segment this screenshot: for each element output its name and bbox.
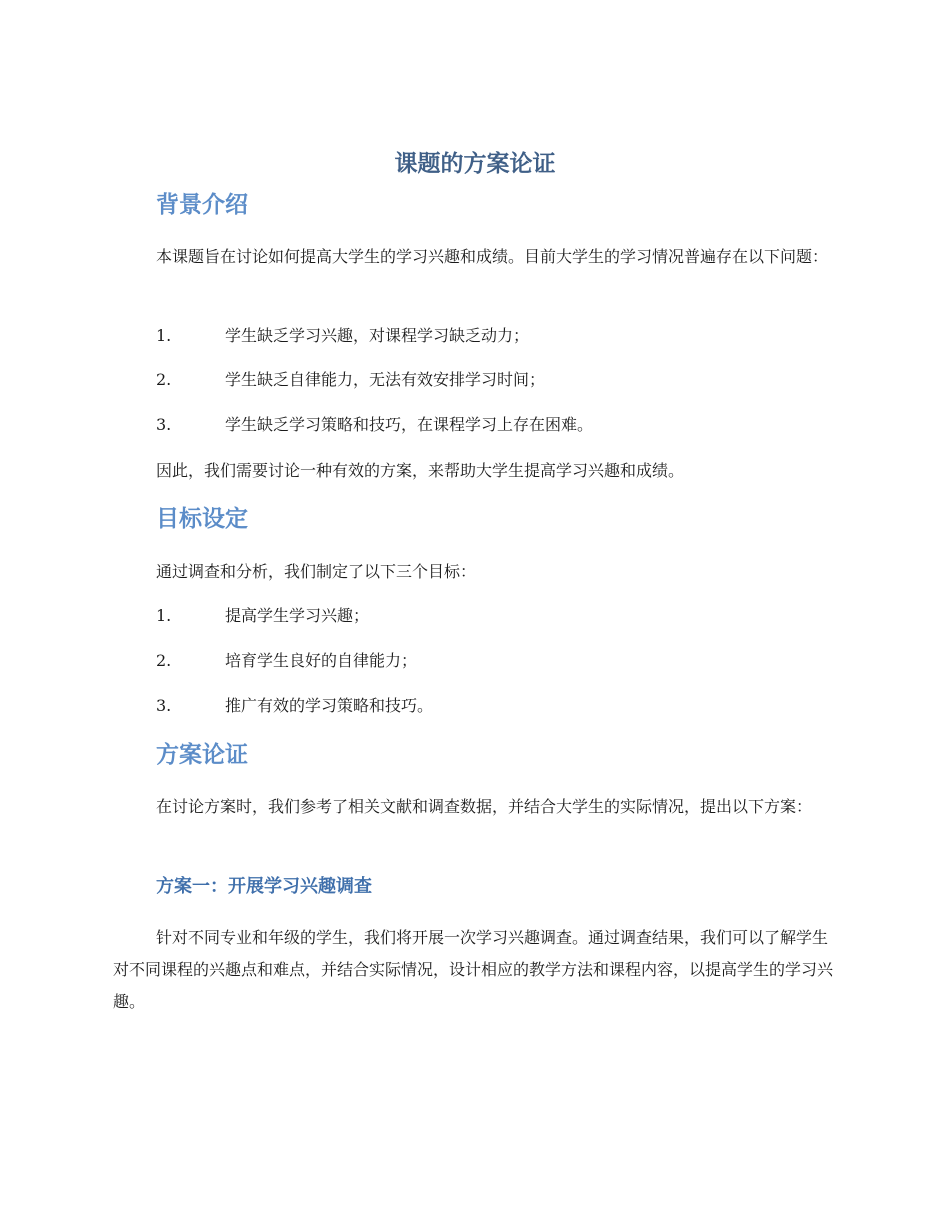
- list-text: 学生缺乏学习兴趣，对课程学习缺乏动力；: [225, 326, 530, 345]
- plan-one-body: 针对不同专业和年级的学生，我们将开展一次学习兴趣调查。通过调查结果，我们可以了解学生对不同课程的兴趣点和难点，并结合实际情况，设计相应的教学方法和课程内容，以提高学生的学习兴趣。: [113, 928, 834, 1011]
- list-item: [156, 600, 369, 632]
- list-number: 3.: [156, 415, 172, 434]
- list-number: 1.: [156, 606, 172, 625]
- list-item: [156, 320, 529, 352]
- list-text: 提高学生学习兴趣；: [225, 606, 370, 625]
- list-number: 2.: [156, 370, 172, 389]
- list-item: [156, 409, 593, 441]
- list-number: 3.: [156, 696, 172, 715]
- heading-background: 背景介绍: [156, 192, 248, 218]
- heading-goals: 目标设定: [156, 506, 248, 532]
- heading-plan-one: 方案一：开展学习兴趣调查: [156, 876, 372, 897]
- list-text: 推广有效的学习策略和技巧。: [225, 696, 434, 715]
- list-text: 培育学生良好的自律能力；: [225, 651, 418, 670]
- list-item: [156, 364, 545, 396]
- list-item: [156, 645, 417, 677]
- plan-intro: 在讨论方案时，我们参考了相关文献和调查数据，并结合大学生的实际情况，提出以下方案：: [156, 797, 813, 816]
- background-intro: 本课题旨在讨论如何提高大学生的学习兴趣和成绩。目前大学生的学习情况普遍存在以下问题：: [156, 247, 829, 266]
- list-number: 1.: [156, 326, 172, 345]
- background-conclusion: 因此，我们需要讨论一种有效的方案，来帮助大学生提高学习兴趣和成绩。: [156, 461, 685, 480]
- list-text: 学生缺乏学习策略和技巧，在课程学习上存在困难。: [225, 415, 594, 434]
- list-number: 2.: [156, 651, 172, 670]
- list-item: [156, 690, 433, 722]
- heading-plan: 方案论证: [156, 742, 248, 768]
- list-text: 学生缺乏自律能力，无法有效安排学习时间；: [225, 370, 546, 389]
- goals-intro: 通过调查和分析，我们制定了以下三个目标：: [156, 562, 477, 581]
- document-title: 课题的方案论证: [394, 151, 556, 177]
